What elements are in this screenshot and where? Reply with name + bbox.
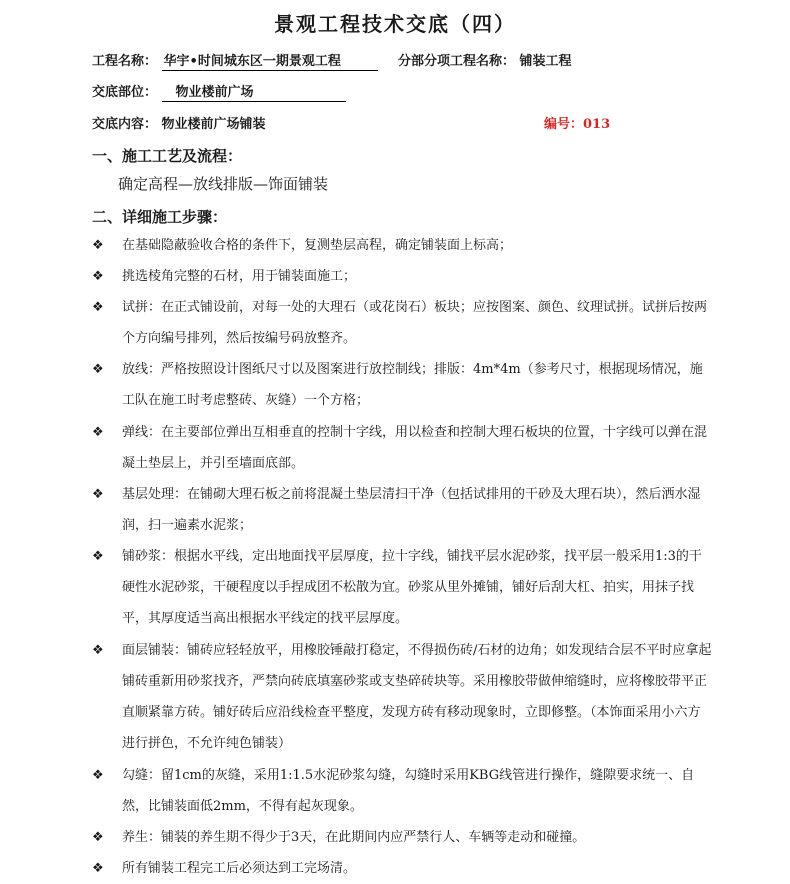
subproject-label: 分部分项工程名称： <box>398 54 516 69</box>
step-item <box>92 269 712 292</box>
step-text: 弹线：在主要部位弹出互相垂直的控制十字线，用以检查和控制大理石板块的位置，十字线可以弹在混凝土垫层上，并引至墙面底部。 <box>122 425 708 471</box>
diamond-bullet-icon: ❖ <box>92 830 104 845</box>
content-value: 物业楼前广场铺装 <box>161 117 266 132</box>
location-row <box>92 81 346 102</box>
step-text: 铺砂浆：根据水平线，定出地面找平层厚度，拉十字线，铺找平层水泥砂浆，找平层一般采用1:3的干硬性水泥砂浆，干硬程度以手捏成团不松散为宜。砂浆从里外摊铺，铺好后刮大杠、拍实，用抹子找平，其厚度适当高出根据水平线定的找平层厚度。 <box>122 549 702 626</box>
project-name-value: 华宇•时间城东区一期景观工程 <box>162 50 378 71</box>
step-item <box>92 238 712 261</box>
project-name-row <box>92 50 378 71</box>
diamond-bullet-icon: ❖ <box>92 549 104 564</box>
process-flow: 确定高程—放线排版—饰面铺装 <box>118 175 329 193</box>
project-name-label: 工程名称： <box>92 54 158 69</box>
step-text: 勾缝：留1cm的灰缝，采用1:1.5水泥砂浆勾缝，勾缝时采用KBG线管进行操作，缝隙要求统一、自然，比铺装面低2mm，不得有起灰现象。 <box>122 768 695 814</box>
step-text: 面层铺装：铺砖应轻轻放平，用橡胶锤敲打稳定，不得损伤砖/石材的边角；如发现结合层不平时应拿起铺砖重新用砂浆找齐，严禁向砖底填塞砂浆或支垫碎砖块等。采用橡胶带做伸缩缝时，应将橡胶带平正直顺紧靠方砖。铺好砖后应沿线检查平整度，发现方砖有移动现象时，立即修整。（本饰面采用小六方进行拼色，不允许纯色铺装） <box>122 643 712 751</box>
diamond-bullet-icon: ❖ <box>92 487 104 502</box>
section-1-heading: 一、施工工艺及流程： <box>92 147 243 165</box>
diamond-bullet-icon: ❖ <box>92 425 104 440</box>
subproject-row <box>398 50 572 69</box>
step-item <box>92 487 712 541</box>
diamond-bullet-icon: ❖ <box>92 269 104 284</box>
step-text: 基层处理：在铺砌大理石板之前将混凝土垫层清扫干净（包括试排用的干砂及大理石块），然后洒水湿润，扫一遍素水泥浆； <box>122 487 701 533</box>
diamond-bullet-icon: ❖ <box>92 238 104 253</box>
step-text: 放线：严格按照设计图纸尺寸以及图案进行放控制线；排版：4m*4m（参考尺寸，根据现场情况，施工队在施工时考虑整砖、灰缝）一个方格； <box>122 362 703 408</box>
step-item <box>92 861 712 884</box>
step-text: 养生：铺装的养生期不得少于3天，在此期间内应严禁行人、车辆等走动和碰撞。 <box>122 830 586 845</box>
diamond-bullet-icon: ❖ <box>92 643 104 658</box>
document-title: 景观工程技术交底（四） <box>274 12 516 36</box>
step-text: 在基础隐蔽验收合格的条件下，复测垫层高程，确定铺装面上标高； <box>122 238 513 253</box>
diamond-bullet-icon: ❖ <box>92 861 104 876</box>
content-row <box>92 113 266 132</box>
location-label: 交底部位： <box>92 85 158 100</box>
step-text: 挑选棱角完整的石材，用于铺装面施工； <box>122 269 357 284</box>
step-text: 试拼：在正式铺设前，对每一处的大理石（或花岗石）板块；应按图案、颜色、纹理试拼。试拼后按两个方向编号排列，然后按编号码放整齐。 <box>122 300 708 346</box>
step-item <box>92 549 712 634</box>
step-item <box>92 300 712 354</box>
diamond-bullet-icon: ❖ <box>92 300 104 315</box>
step-text: 所有铺装工程完工后必须达到工完场清。 <box>122 861 357 876</box>
step-item <box>92 643 712 759</box>
section-2-heading: 二、详细施工步骤： <box>92 208 228 226</box>
location-value: 物业楼前广场 <box>162 81 346 102</box>
step-item <box>92 830 712 853</box>
diamond-bullet-icon: ❖ <box>92 768 104 783</box>
content-label: 交底内容： <box>92 117 158 132</box>
step-item <box>92 768 712 822</box>
step-item <box>92 425 712 479</box>
step-item <box>92 362 712 416</box>
subproject-value: 铺装工程 <box>519 54 572 69</box>
diamond-bullet-icon: ❖ <box>92 362 104 377</box>
document-number: 编号：013 <box>544 117 611 132</box>
